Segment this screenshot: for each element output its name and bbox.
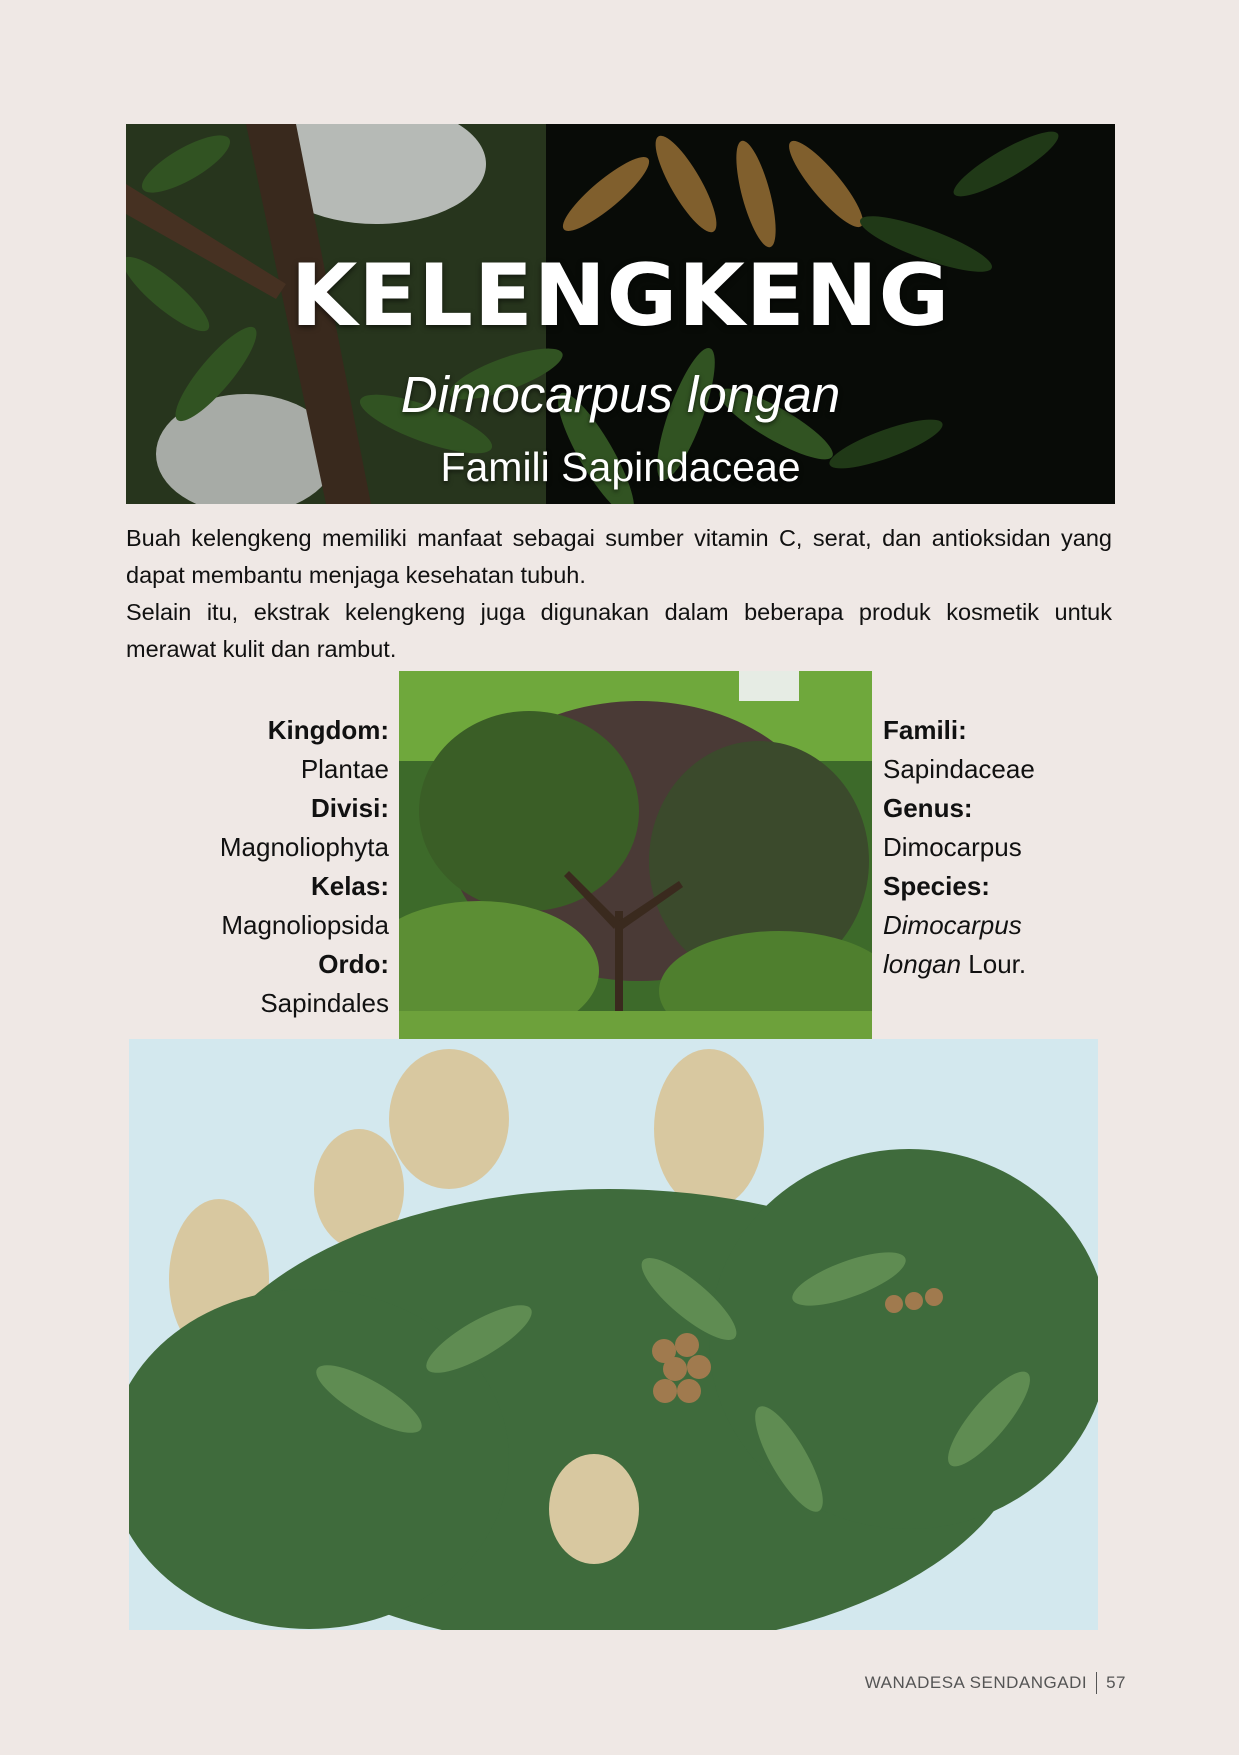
page-footer — [865, 1672, 1126, 1694]
intro-paragraph-1: Buah kelengkeng memiliki manfaat sebagai sumber vitamin C, serat, dan antioksidan yang dapat membantu menjaga kesehatan tubuh. — [126, 525, 1112, 588]
longan-fruit-branches-image — [129, 1039, 1098, 1630]
species-value-epithet: longan — [883, 949, 962, 979]
kingdom-value: Plantae — [300, 754, 389, 784]
scientific-name: Dimocarpus longan — [400, 366, 841, 423]
species-value-line2 — [883, 945, 1083, 984]
divisi-value: Magnoliophyta — [219, 832, 389, 862]
page-title: KELENGKENG — [290, 246, 951, 346]
species-label: Species: — [883, 871, 990, 901]
footer-divider — [1096, 1672, 1097, 1694]
longan-tree-image — [399, 671, 872, 1039]
intro-paragraph-2: Selain itu, ekstrak kelengkeng juga digunakan dalam beberapa produk kosmetik untuk merawat kulit dan rambut. — [126, 599, 1112, 662]
genus-value: Dimocarpus — [883, 832, 1022, 862]
publication-name: WANADESA SENDANGADI — [864, 1673, 1088, 1692]
header-banner — [126, 124, 1115, 504]
intro-text — [126, 520, 1112, 668]
famili-value: Sapindaceae — [883, 754, 1035, 784]
famili-label: Famili: — [883, 715, 967, 745]
kelas-label: Kelas: — [310, 871, 389, 901]
genus-label: Genus: — [883, 793, 973, 823]
page-number: 57 — [1106, 1673, 1126, 1692]
species-value-author: Lour. — [961, 949, 1027, 979]
family-subtitle: Famili Sapindaceae — [440, 444, 801, 490]
species-value-genus: Dimocarpus — [883, 910, 1022, 940]
taxonomy-right — [883, 711, 1083, 984]
ordo-label: Ordo: — [318, 949, 389, 979]
tree-photo — [399, 671, 872, 1039]
kelas-value: Magnoliopsida — [221, 910, 389, 940]
divisi-label: Divisi: — [310, 793, 389, 823]
taxonomy-left — [160, 711, 389, 1023]
ordo-value: Sapindales — [260, 988, 389, 1018]
fruit-photo — [129, 1039, 1098, 1630]
kingdom-label: Kingdom: — [267, 715, 389, 745]
